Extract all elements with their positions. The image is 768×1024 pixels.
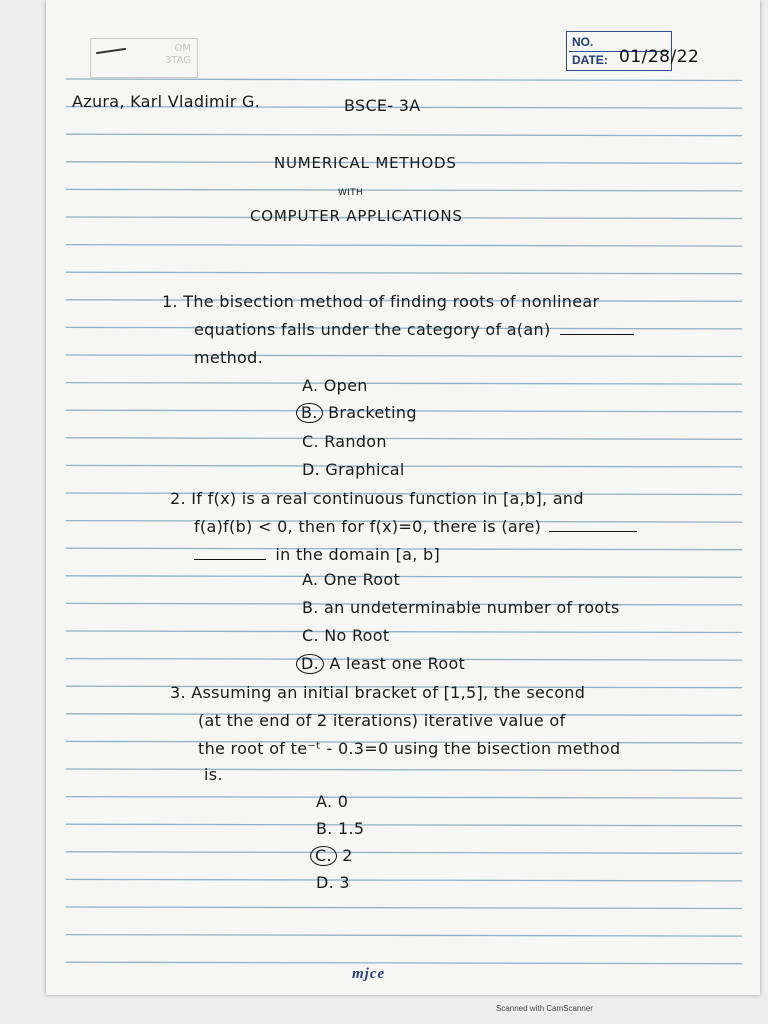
ruled-line: [66, 824, 742, 826]
question-3-line-4: is.: [204, 765, 223, 784]
date-value: 01/28/22: [619, 47, 700, 67]
ruled-line: [66, 355, 742, 357]
title-line-2: WITH: [338, 188, 364, 198]
ghost-imprint: OM 3TAG: [90, 38, 198, 78]
question-1-line-3: method.: [194, 348, 263, 367]
q3-choice-a: A. 0: [316, 792, 349, 811]
ruled-line: [66, 272, 742, 274]
q3-choice-c: [316, 846, 353, 866]
ruled-line: [66, 935, 742, 937]
ruled-line: [66, 769, 742, 771]
q2-choice-a: A. One Root: [302, 570, 401, 589]
ruled-line: [66, 852, 742, 854]
ruled-line: [66, 134, 742, 136]
ruled-line: [66, 962, 742, 964]
question-1-line-1: 1. The bisection method of finding roots of nonlinear: [162, 292, 600, 311]
student-section: BSCE- 3A: [344, 96, 421, 115]
notebook-brand-logo: mjce: [352, 966, 386, 982]
ruled-line: [66, 797, 742, 799]
selected-answer-circle: B.: [296, 403, 323, 423]
selected-answer-circle: D.: [296, 654, 324, 674]
q1-choice-b: [302, 403, 417, 423]
answer-blank: [194, 547, 266, 560]
ruled-line: [66, 631, 742, 633]
question-2-line-1: 2. If f(x) is a real continuous function in [a,b], and: [170, 489, 584, 508]
answer-blank: [549, 519, 637, 532]
ruled-line: [66, 189, 742, 191]
q1-choice-b-text: Bracketing: [328, 403, 417, 422]
student-name: Azura, Karl Vladimir G.: [72, 92, 261, 111]
ruled-line: [66, 907, 742, 909]
question-2-line-3-text: in the domain [a, b]: [275, 545, 441, 564]
question-3-line-2: (at the end of 2 iterations) iterative value of: [198, 711, 566, 730]
ruled-line: [66, 245, 742, 247]
q2-choice-d: [302, 654, 465, 674]
notebook-page: [46, 0, 760, 995]
q1-choice-d: D. Graphical: [302, 460, 405, 479]
date-box: [566, 31, 700, 71]
selected-answer-circle: C.: [310, 846, 337, 866]
ruled-line: [66, 438, 742, 440]
q1-choice-a: A. Open: [302, 376, 368, 395]
q3-choice-c-text: 2: [342, 846, 353, 865]
scanner-watermark: Scanned with CamScanner: [496, 1004, 593, 1013]
answer-blank: [560, 322, 634, 335]
date-label: DATE:: [572, 53, 608, 67]
title-line-1: NUMERICAL METHODS: [274, 154, 457, 172]
question-2-line-2-text: f(a)f(b) < 0, then for f(x)=0, there is (are): [194, 517, 542, 536]
title-line-3: COMPUTER APPLICATIONS: [250, 207, 463, 225]
no-label: NO.: [572, 35, 594, 49]
ruled-line: [66, 879, 742, 881]
q1-choice-c: C. Randon: [302, 432, 387, 451]
q3-choice-b: B. 1.5: [316, 819, 365, 838]
q3-choice-d: D. 3: [316, 873, 350, 892]
question-3-line-3: the root of te⁻ᵗ - 0.3=0 using the bisection method: [198, 739, 621, 758]
ruled-line: [66, 79, 742, 81]
question-2-line-3: [194, 545, 440, 564]
question-1-line-2: [194, 320, 634, 339]
ruled-line: [66, 383, 742, 385]
q2-choice-c: C. No Root: [302, 626, 390, 645]
question-2-line-2: [194, 517, 637, 536]
question-3-line-1: 3. Assuming an initial bracket of [1,5], the second: [170, 683, 586, 702]
ruled-line: [66, 576, 742, 578]
q2-choice-b: B. an undeterminable number of roots: [302, 598, 620, 617]
question-1-line-2-text: equations falls under the category of a(an): [194, 320, 551, 339]
q2-choice-d-text: A least one Root: [329, 654, 466, 673]
